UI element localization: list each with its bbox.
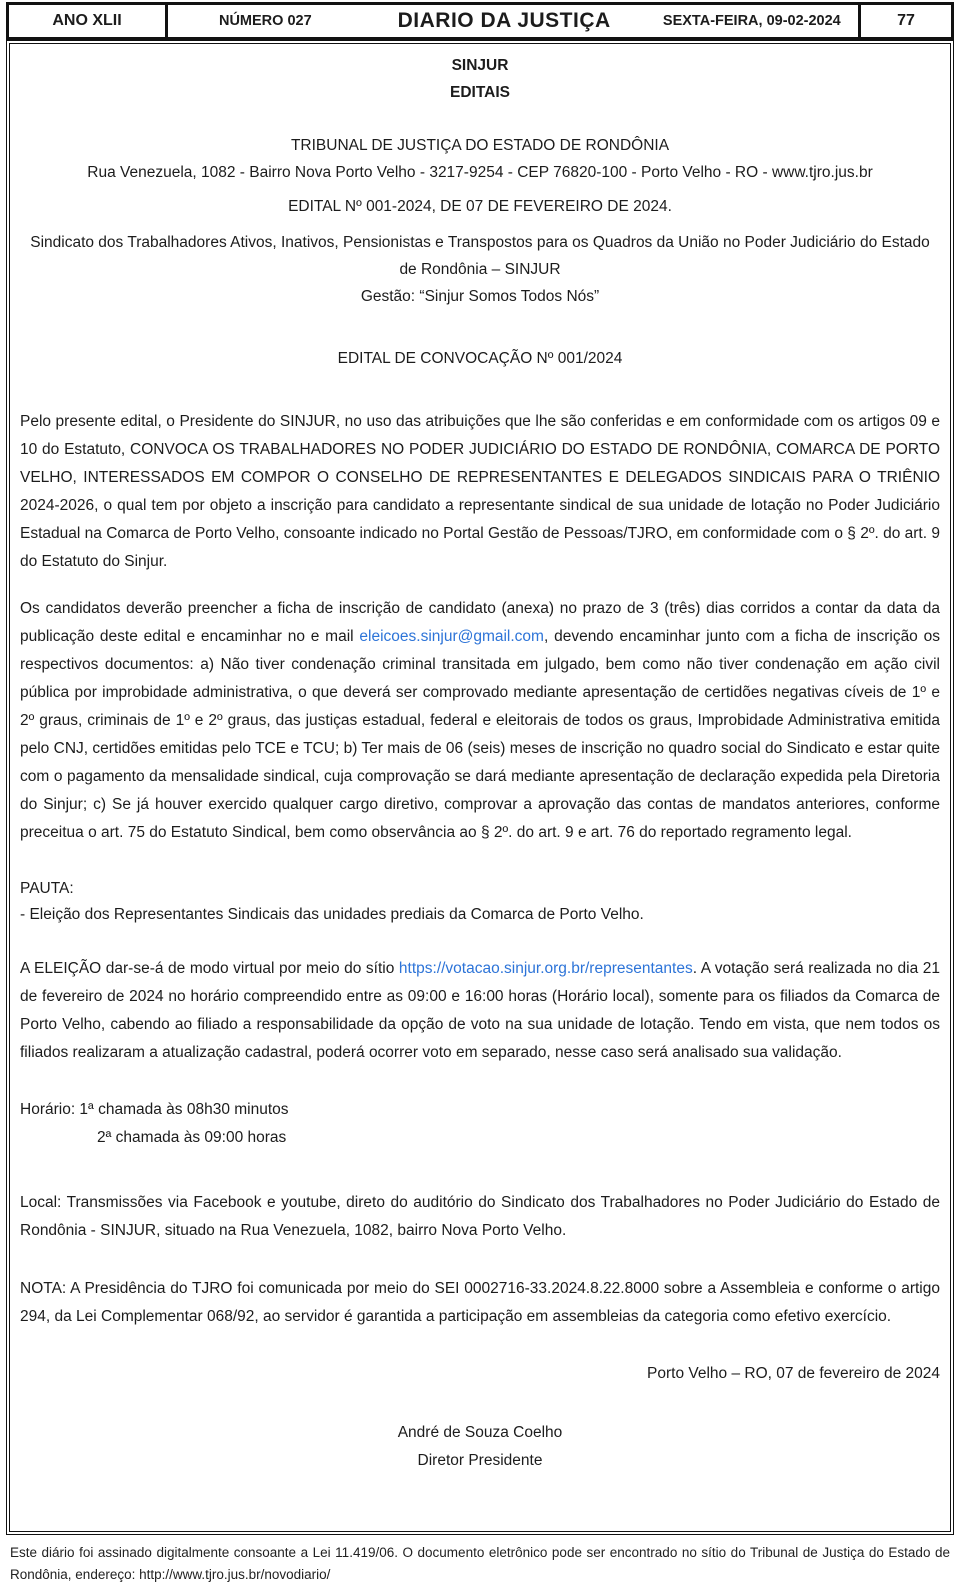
document-body <box>6 40 954 1535</box>
paragraph-election-post: . A votação será realizada no dia 21 de fevereiro de 2024 no horário compreendido entre as 09:00 e 16:00 horas (Horário local), somente para os filiados da Comarca de Porto Velho, cabendo ao filiado a responsabilidade da opção de voto na sua unidade de lotação. Tendo em vista, que nem todos os filiados realizaram a atualização cadastral, poderá ocorrer voto em separado, nesse caso será analisado sua validação. <box>20 960 940 1061</box>
gestao-line: Gestão: “Sinjur Somos Todos Nós” <box>360 288 600 305</box>
paragraph-preamble: Pelo presente edital, o Presidente do SINJUR, no uso das atribuições que lhe são conferidas e em conformidade com os artigos 09 e 10 do Estatuto, CONVOCA OS TRABALHADORES NO PODER JUDICIÁRIO DO ESTADO DE RONDÔNIA, COMARCA DE PORTO VELHO, INTERESSADOS EM COMPOR O CONSELHO DE REPRESENTANTES E DELEGADOS SINDICAIS PARA O TRIÊNIO 2024-2026, o qual tem por objeto a inscrição para candidato a representante sindical de sua unidade de lotação no Poder Judiciário Estadual na Comarca de Porto Velho, consoante indicado no Portal Gestão de Pessoas/TJRO, em conformidade com o § 2º. do art. 9 do Estatuto do Sinjur. <box>20 413 940 570</box>
schedule-second-call: 2ª chamada às 09:00 horas <box>97 1129 287 1146</box>
masthead-date: SEXTA-FEIRA, 09-02-2024 <box>662 13 841 29</box>
voting-site-link[interactable]: https://votacao.sinjur.org.br/representantes <box>398 960 693 977</box>
edital-heading: EDITAL Nº 001-2024, DE 07 DE FEVEREIRO DE 2024. <box>288 198 672 215</box>
subsection-title: EDITAIS <box>450 84 510 101</box>
pauta-block <box>20 876 940 928</box>
paragraph-requirements-pre: Os candidatos deverão preencher a ficha de inscrição de candidato (anexa) no prazo de 3 (três) dias corridos a contar da data da publicação deste edital e encaminhar no e mail <box>20 600 940 645</box>
org-address: Rua Venezuela, 1082 - Bairro Nova Porto Velho - 3217-9254 - CEP 76820-100 - Porto Velho - RO - www.tjro.jus.br <box>87 164 873 181</box>
masthead-year-box <box>6 2 168 40</box>
digital-signature-footer: Este diário foi assinado digitalmente consoante a Lei 11.419/06. O documento eletrônico pode ser encontrado no sítio do Tribunal de Justiça do Estado de Rondônia, endereço: http://www.tjro.jus.br/novodiario/ <box>10 1545 950 1582</box>
pauta-label: PAUTA: <box>20 880 74 897</box>
page-number: 77 <box>897 12 915 29</box>
org-name: TRIBUNAL DE JUSTIÇA DO ESTADO DE RONDÔNIA <box>290 137 670 154</box>
schedule-block <box>20 1096 940 1152</box>
paragraph-requirements <box>20 595 940 847</box>
schedule-first-call: Horário: 1ª chamada às 08h30 minutos <box>20 1101 289 1118</box>
convocacao-title: EDITAL DE CONVOCAÇÃO Nº 001/2024 <box>337 350 623 367</box>
paragraph-election <box>20 955 940 1067</box>
masthead-issue-number: NÚMERO 027 <box>218 13 312 29</box>
masthead-year: ANO XLII <box>52 12 122 29</box>
union-name: Sindicato dos Trabalhadores Ativos, Inativos, Pensionistas e Transpostos para os Quadros da União no Poder Judiciário do Estado de Rondônia – SINJUR <box>30 234 930 278</box>
pauta-item: - Eleição dos Representantes Sindicais das unidades prediais da Comarca de Porto Velho. <box>20 906 644 923</box>
paragraph-note: NOTA: A Presidência do TJRO foi comunicada por meio do SEI 0002716-33.2024.8.22.8000 sobre a Assembleia e conforme o artigo 294, da Lei Complementar 068/92, ao servidor é garantida a participação em assembleias da categoria como efetivo exercício. <box>20 1280 940 1325</box>
paragraph-election-pre: A ELEIÇÃO dar-se-á de modo virtual por meio do sítio <box>20 960 399 977</box>
masthead-journal-title: DIARIO DA JUSTIÇA <box>397 9 611 32</box>
masthead-center-box <box>165 2 861 40</box>
paragraph-location: Local: Transmissões via Facebook e youtube, direto do auditório do Sindicato dos Trabalhadores no Poder Judiciário do Estado de Rondônia - SINJUR, situado na Rua Venezuela, 1082, bairro Nova Porto Velho. <box>20 1194 940 1239</box>
email-link[interactable]: eleicoes.sinjur@gmail.com <box>359 628 544 645</box>
masthead <box>6 2 954 40</box>
masthead-page-number-box <box>858 2 954 40</box>
signature-name: André de Souza Coelho <box>397 1424 563 1441</box>
place-date-line: Porto Velho – RO, 07 de fevereiro de 2024 <box>647 1365 940 1382</box>
signature-block <box>20 1419 940 1475</box>
paragraph-requirements-post: , devendo encaminhar junto com a ficha de inscrição os respectivos documentos: a) Não tiver condenação criminal transitada em julgado, bem como não tiver condenação em ação civil pública por improbidade administrativa, o que deverá ser comprovado mediante apresentação de certidões negativas cíveis de 1º e 2º graus, criminais de 1º e 2º graus, das justiças estadual, federal e eleitorais de todos os graus, Improbidade Administrativa emitida pelo CNJ, certidões emitidas pelo TCE e TCU; b) Ter mais de 06 (seis) meses de inscrição no quadro social do Sindicato e estar quite com o pagamento da mensalidade sindical, cuja comprovação se dará mediante apresentação de declaração expedida pela Diretoria do Sinjur; c) Se já houver exercido qualquer cargo diretivo, comprovar a aprovação das contas de mandatos anteriores, conforme preceitua o art. 75 do Estatuto Sindical, bem como observância ao § 2º. do art. 9 e art. 76 do reportado regramento legal. <box>20 628 940 841</box>
signature-role: Diretor Presidente <box>417 1452 543 1469</box>
section-title: SINJUR <box>451 57 509 74</box>
